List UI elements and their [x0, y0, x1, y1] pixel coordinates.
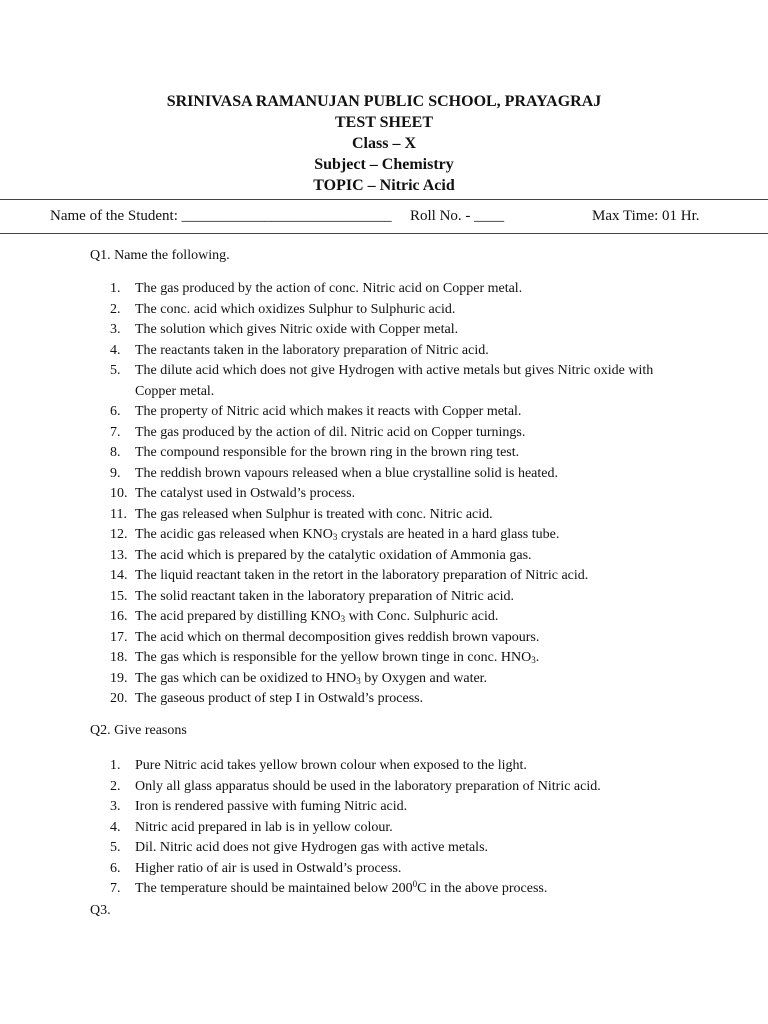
item-number: 4.: [110, 819, 121, 835]
item-text: Iron is rendered passive with fuming Nitric acid.: [135, 799, 408, 814]
item-text: The conc. acid which oxidizes Sulphur to Sulphuric acid.: [135, 301, 456, 317]
item-number: 5.: [110, 363, 121, 378]
question-2-list: [110, 756, 670, 900]
item-text: The solution which gives Nitric oxide with Copper metal.: [135, 322, 459, 337]
topic-line: TOPIC – Nitric Acid: [313, 177, 455, 194]
list-item: [110, 320, 670, 341]
item-number: 14.: [110, 568, 128, 583]
item-text: The reddish brown vapours released when a blue crystalline solid is heated.: [135, 465, 558, 481]
item-number: 3.: [110, 322, 121, 337]
list-item: [110, 300, 670, 321]
item-text: The gas released when Sulphur is treated with conc. Nitric acid.: [135, 506, 493, 522]
item-text-part: .: [535, 650, 540, 665]
item-text: The gaseous product of step I in Ostwald’s process.: [135, 691, 424, 706]
item-number: 18.: [110, 650, 128, 665]
school-name: SRINIVASA RAMANUJAN PUBLIC SCHOOL, PRAYAGRAJ: [166, 93, 602, 110]
item-number: 15.: [110, 588, 128, 604]
item-text: The compound responsible for the brown ring in the brown ring test.: [135, 445, 520, 460]
list-item: [110, 464, 670, 485]
list-item: [110, 756, 670, 777]
list-item: [110, 587, 670, 608]
list-item: [110, 566, 670, 587]
item-text: Pure Nitric acid takes yellow brown colour when exposed to the light.: [135, 758, 527, 773]
list-item: [110, 525, 670, 546]
list-item: [110, 546, 670, 567]
item-text: The solid reactant taken in the laboratory preparation of Nitric acid.: [135, 588, 515, 604]
item-text: The gas produced by the action of conc. Nitric acid on Copper metal.: [135, 281, 523, 296]
item-number: 20.: [110, 691, 128, 706]
bottom-divider: [0, 233, 768, 234]
item-number: 2.: [110, 301, 121, 317]
item-text: The property of Nitric acid which makes it reacts with Copper metal.: [135, 404, 522, 419]
item-text: The acid which on thermal decomposition gives reddish brown vapours.: [135, 629, 540, 645]
item-number: 19.: [110, 670, 128, 686]
list-item: [110, 279, 670, 300]
item-number: 12.: [110, 527, 128, 542]
item-text-part: crystals are heated in a hard glass tube.: [337, 527, 560, 542]
item-number: 7.: [110, 424, 121, 440]
item-text: [135, 671, 487, 686]
list-item: [110, 648, 670, 669]
item-text-part: The temperature should be maintained below 200: [135, 881, 413, 896]
item-number: 3.: [110, 799, 121, 814]
question-2-title: Q2. Give reasons: [90, 723, 187, 738]
item-text: The reactants taken in the laboratory preparation of Nitric acid.: [135, 342, 489, 358]
sheet-title: TEST SHEET: [335, 114, 433, 131]
item-text: [135, 881, 547, 896]
item-text: The catalyst used in Ostwald’s process.: [135, 486, 356, 501]
item-text-part: The acid prepared by distilling KNO: [135, 609, 341, 624]
item-text-part: The acidic gas released when KNO: [135, 527, 333, 542]
item-text: [135, 527, 559, 542]
item-text: The liquid reactant taken in the retort in the laboratory preparation of Nitric acid.: [135, 568, 589, 583]
question-1-list: [110, 279, 670, 710]
item-text: Higher ratio of air is used in Ostwald’s process.: [135, 860, 402, 876]
item-text: The gas produced by the action of dil. Nitric acid on Copper turnings.: [135, 424, 526, 440]
item-number: 5.: [110, 840, 121, 855]
item-number: 9.: [110, 465, 121, 481]
item-number: 8.: [110, 445, 121, 460]
question-3-title: Q3.: [90, 903, 111, 918]
list-item: [110, 341, 670, 362]
item-text-part: The gas which is responsible for the yellow brown tinge in conc. HNO: [135, 650, 532, 665]
item-text: The acid which is prepared by the catalytic oxidation of Ammonia gas.: [135, 547, 532, 563]
list-item: [110, 402, 670, 423]
item-number: 17.: [110, 629, 128, 645]
item-number: 1.: [110, 758, 121, 773]
list-item: [110, 777, 670, 798]
student-info-row: [0, 206, 768, 226]
list-item: [110, 423, 670, 444]
question-1-title: Q1. Name the following.: [90, 248, 230, 263]
item-number: 16.: [110, 609, 128, 624]
subject-line: Subject – Chemistry: [314, 156, 454, 173]
item-text: [135, 609, 498, 624]
list-item: [110, 607, 670, 628]
item-number: 2.: [110, 778, 121, 794]
list-item: [110, 879, 670, 900]
list-item: [110, 628, 670, 649]
list-item: [110, 838, 670, 859]
document-header: [0, 91, 768, 196]
subscript: 3: [531, 655, 536, 665]
list-item: [110, 505, 670, 526]
item-text: Dil. Nitric acid does not give Hydrogen gas with active metals.: [135, 840, 489, 855]
item-number: 10.: [110, 486, 128, 501]
item-number: 11.: [110, 506, 127, 522]
item-number: 13.: [110, 547, 128, 563]
student-name-field: Name of the Student: ____________________________: [50, 208, 392, 224]
item-number: 6.: [110, 404, 121, 419]
item-number: 1.: [110, 281, 121, 296]
list-item: [110, 361, 670, 402]
item-number: 7.: [110, 881, 121, 896]
item-text: Nitric acid prepared in lab is in yellow colour.: [135, 819, 393, 835]
list-item: [110, 689, 670, 710]
item-text-part: C in the above process.: [417, 881, 548, 896]
subscript: 3: [340, 614, 346, 624]
list-item: [110, 669, 670, 690]
list-item: [110, 484, 670, 505]
list-item: [110, 818, 670, 839]
item-text: The dilute acid which does not give Hydrogen with active metals but gives Nitric oxide with Copper metal.: [135, 363, 654, 399]
class-line: Class – X: [351, 135, 416, 152]
list-item: [110, 859, 670, 880]
item-text-part: The gas which can be oxidized to HNO: [135, 670, 357, 686]
list-item: [110, 443, 670, 464]
roll-number-field: Roll No. - ____: [410, 208, 505, 224]
item-text: [135, 650, 539, 665]
item-number: 4.: [110, 342, 121, 358]
superscript: 0: [412, 879, 418, 889]
subscript: 3: [332, 532, 338, 542]
item-number: 6.: [110, 860, 121, 876]
item-text-part: with Conc. Sulphuric acid.: [345, 609, 499, 624]
max-time-label: Max Time: 01 Hr.: [592, 208, 700, 224]
item-text-part: by Oxygen and water.: [360, 670, 488, 686]
subscript: 3: [356, 675, 361, 686]
list-item: [110, 797, 670, 818]
top-divider: [0, 199, 768, 200]
item-text: Only all glass apparatus should be used in the laboratory preparation of Nitric acid.: [135, 778, 601, 794]
